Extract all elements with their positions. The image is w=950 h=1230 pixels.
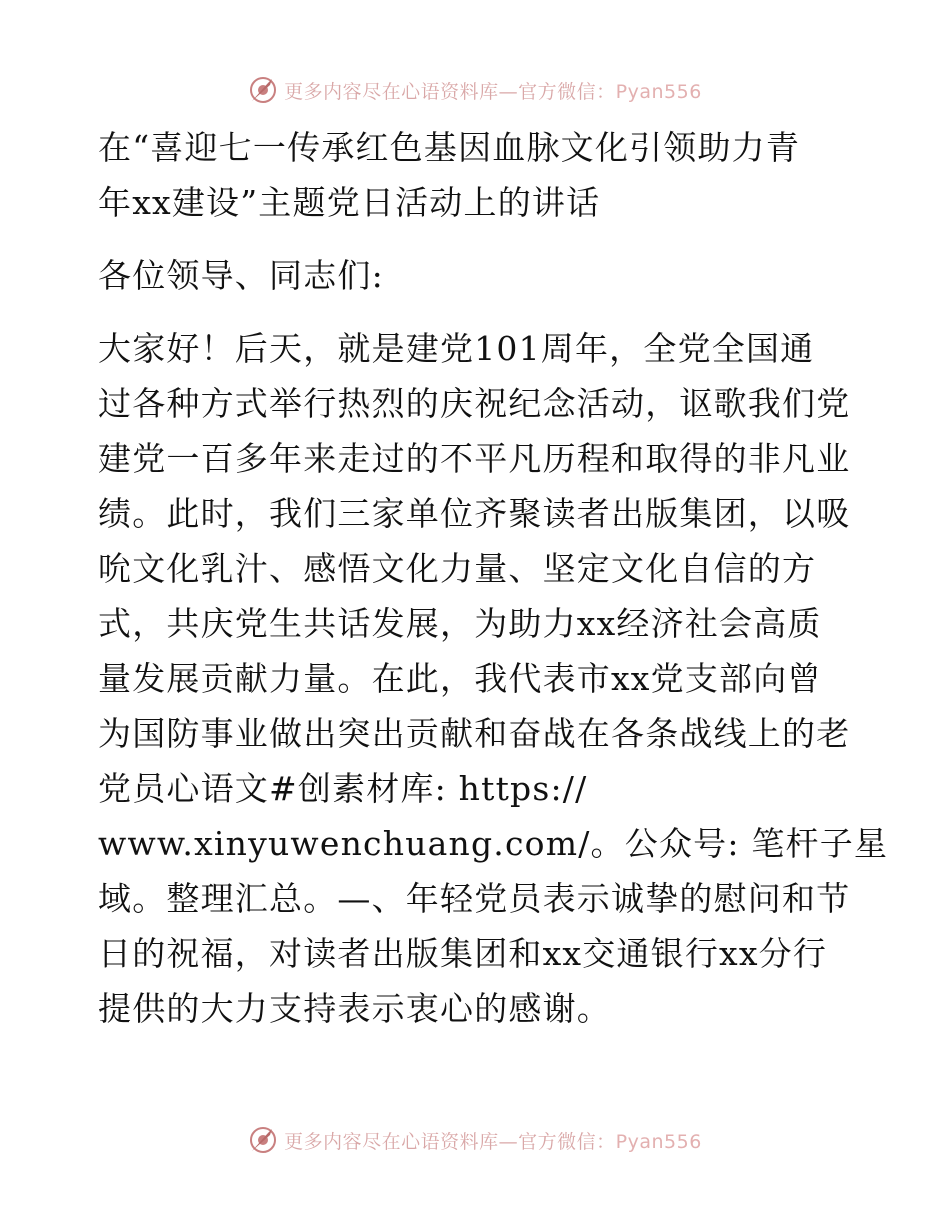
body-line: 过各种方式举行热烈的庆祝纪念活动，讴歌我们党	[98, 384, 851, 423]
body-line: 日的祝福，对读者出版集团和xx交通银行xx分行	[98, 934, 828, 973]
body-line: 吮文化乳汁、感悟文化力量、坚定文化自信的方	[98, 549, 817, 588]
body-line: 域。整理汇总。—、年轻党员表示诚挚的慰问和节	[98, 879, 851, 918]
footer-banner	[0, 1120, 950, 1160]
footer-wechat-id: Pyan556	[615, 1130, 702, 1153]
body-line: 量发展贡献力量。在此，我代表市xx党支部向曾	[98, 659, 822, 698]
body-line: 大家好！后天，就是建党101周年，全党全国通	[98, 329, 815, 368]
header-banner-text: 更多内容尽在心语资料库—官方微信：Pyan556	[284, 80, 702, 103]
header-banner	[0, 70, 950, 110]
salutation: 各位领导、同志们:	[98, 256, 384, 295]
body-line: 建党一百多年来走过的不平凡历程和取得的非凡业	[98, 439, 851, 478]
footer-banner-text: 更多内容尽在心语资料库—官方微信：Pyan556	[284, 1130, 702, 1153]
body-line: 式，共庆党生共话发展，为助力xx经济社会高质	[98, 604, 822, 643]
body-line: 绩。此时，我们三家单位齐聚读者出版集团，以吸	[98, 494, 851, 533]
body-line: www.xinyuwenchuang.com/。公众号: 笔杆子星	[98, 824, 889, 863]
header-wechat-id: Pyan556	[615, 80, 702, 103]
quill-seal-icon	[248, 1125, 278, 1155]
quill-seal-icon	[248, 75, 278, 105]
body-line: 为国防事业做出突出贡献和奋战在各条战线上的老	[98, 714, 851, 753]
body-line: 党员心语文#创素材库: https://	[98, 769, 588, 808]
title-line-1: 在“喜迎七一传承红色基因血脉文化引领助力青	[98, 128, 801, 167]
title-line-2: 年xx建设”主题党日活动上的讲话	[98, 183, 601, 222]
body-line: 提供的大力支持表示衷心的感谢。	[98, 989, 611, 1028]
document-body	[98, 120, 889, 1036]
